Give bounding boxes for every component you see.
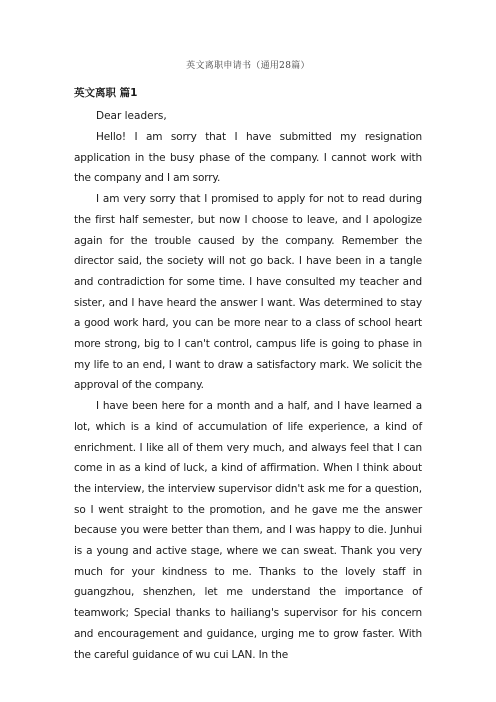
section-heading: 英文离职 篇1 [74,87,138,99]
paragraph-apology: Hello! I am sorry that I have submitted my resignation application in the busy phase of the company. I cannot work with the company and I am sorry. [74,131,422,185]
paragraph-reason: I am very sorry that I promised to apply for not to read during the first half semester, but now I choose to leave, and I apologize again for the trouble caused by the company. Remember the director said, the society will not go back. I have been in a tangle and contradiction for some time. I have consulted my teacher and sister, and I have heard the answer I want. Was determined to stay a good work hard, you can be more near to a class of school heart more strong, big to I can't control, campus life is going to phase in my life to an end, I want to draw a satisfactory mark. We solicit the approval of the company. [74,193,422,392]
paragraph-gratitude: I have been here for a month and a half, and I have learned a lot, which is a kind of accumulation of life experience, a kind of enrichment. I like all of them very much, and always feel that I can come in as a kind of luck, a kind of affirmation. When I think about the interview, the interview supervisor didn't ask me for a question, so I went straight to the promotion, and he gave me the answer because you were better than them, and I was happy to die. Junhui is a young and active stage, where we can sweat. Thank you very much for your kindness to me. Thanks to the lovely staff in guangzhou, shenzhen, let me understand the importance of teamwork; Special thanks to hailiang's supervisor for his concern and encouragement and guidance, urging me to grow faster. With the careful guidance of wu cui LAN. In the [74,400,422,661]
document-body [74,84,422,665]
letter-greeting: Dear leaders, [96,110,167,122]
document-title: 英文离职申请书（通用28篇） [186,61,310,71]
